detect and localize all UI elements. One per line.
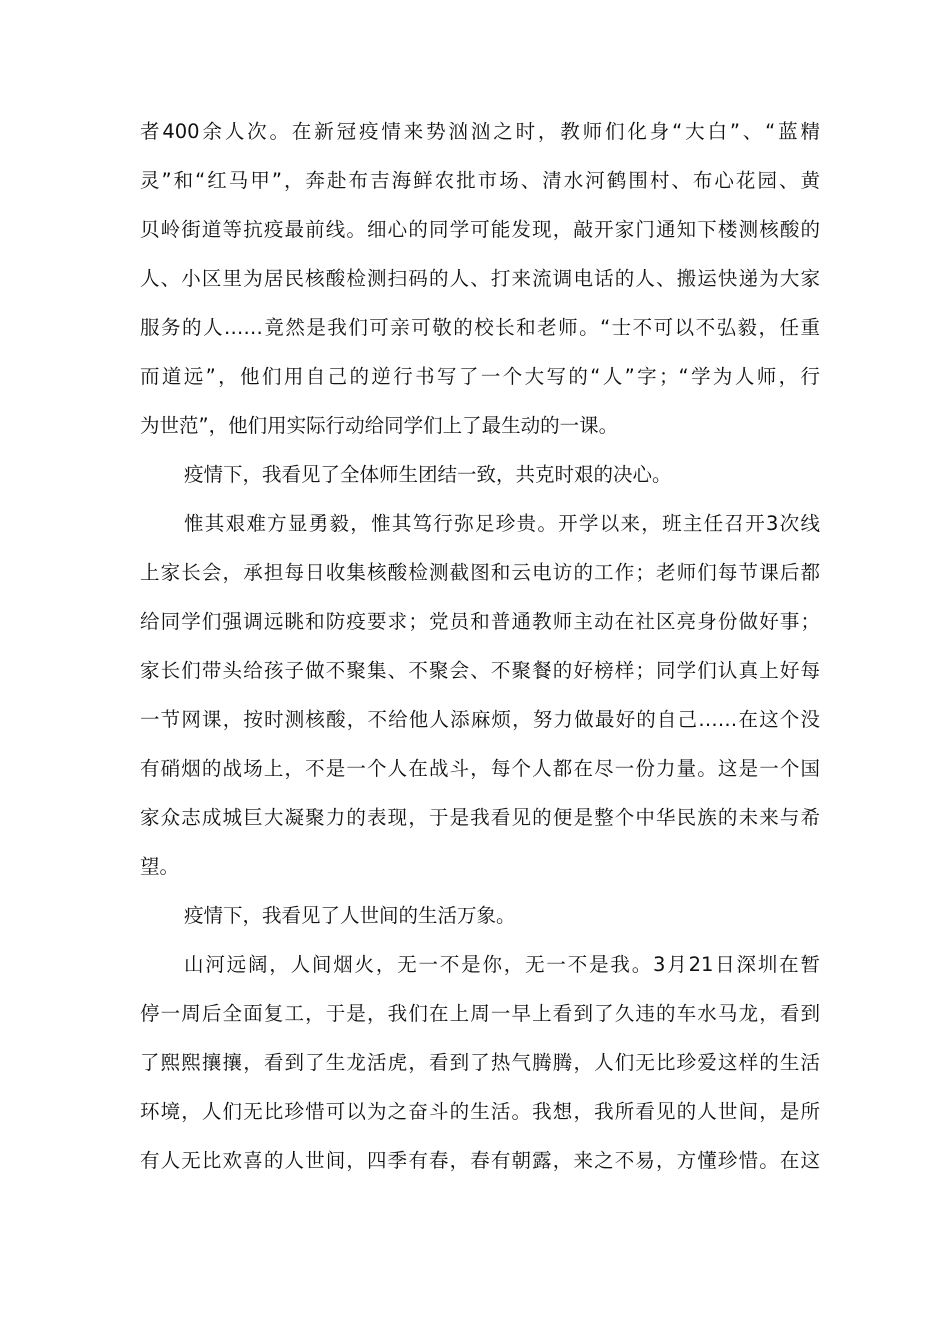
paragraph [140, 107, 820, 450]
text-line: 惟其艰难方显勇毅，惟其笃行弥足珍贵。开学以来，班主任召开3次线 [184, 512, 820, 535]
text-line: 有人无比欢喜的人世间，四季有春，春有朝露，来之不易，方懂珍惜。在这 [140, 1149, 820, 1172]
text-line: 者400余人次。在新冠疫情来势汹汹之时，教师们化身“大白”、“蓝精 [140, 120, 820, 143]
text-line: 上家长会，承担每日收集核酸检测截图和云电访的工作；老师们每节课后都 [140, 561, 820, 584]
text-line: 一节网课，按时测核酸，不给他人添麻烦，努力做最好的自己……在这个没 [140, 708, 820, 731]
text-line: 望。 [140, 855, 180, 878]
text-line: 为世范”，他们用实际行动给同学们上了最生动的一课。 [140, 414, 619, 437]
paragraph [140, 891, 820, 940]
text-line: 停一周后全面复工，于是，我们在上周一早上看到了久违的车水马龙，看到 [140, 1002, 820, 1025]
text-line: 疫情下，我看见了全体师生团结一致，共克时艰的决心。 [184, 463, 672, 486]
document-body [140, 107, 820, 1185]
text-line: 了熙熙攘攘，看到了生龙活虎，看到了热气腾腾，人们无比珍爱这样的生活 [140, 1051, 820, 1074]
text-line: 灵”和“红马甲”，奔赴布吉海鲜农批市场、清水河鹤围村、布心花园、黄 [140, 169, 820, 192]
text-line: 家众志成城巨大凝聚力的表现，于是我看见的便是整个中华民族的未来与希 [140, 806, 820, 829]
text-line: 家长们带头给孩子做不聚集、不聚会、不聚餐的好榜样；同学们认真上好每 [140, 659, 820, 682]
text-line: 人、小区里为居民核酸检测扫码的人、打来流调电话的人、搬运快递为大家 [140, 267, 820, 290]
text-line: 有硝烟的战场上，不是一个人在战斗，每个人都在尽一份力量。这是一个国 [140, 757, 820, 780]
text-line: 贝岭街道等抗疫最前线。细心的同学可能发现，敲开家门通知下楼测核酸的 [140, 218, 820, 241]
paragraph [140, 499, 820, 891]
text-line: 环境，人们无比珍惜可以为之奋斗的生活。我想，我所看见的人世间，是所 [140, 1100, 820, 1123]
paragraph [140, 940, 820, 1185]
text-line: 给同学们强调远眺和防疫要求；党员和普通教师主动在社区亮身份做好事； [140, 610, 820, 633]
text-line: 疫情下，我看见了人世间的生活万象。 [184, 904, 516, 927]
paragraph [140, 450, 820, 499]
text-line: 而道远”，他们用自己的逆行书写了一个大写的“人”字；“学为人师，行 [140, 365, 820, 388]
text-line: 服务的人……竟然是我们可亲可敬的校长和老师。“士不可以不弘毅，任重 [140, 316, 820, 339]
text-line: 山河远阔，人间烟火，无一不是你，无一不是我。3月21日深圳在暂 [184, 953, 820, 976]
